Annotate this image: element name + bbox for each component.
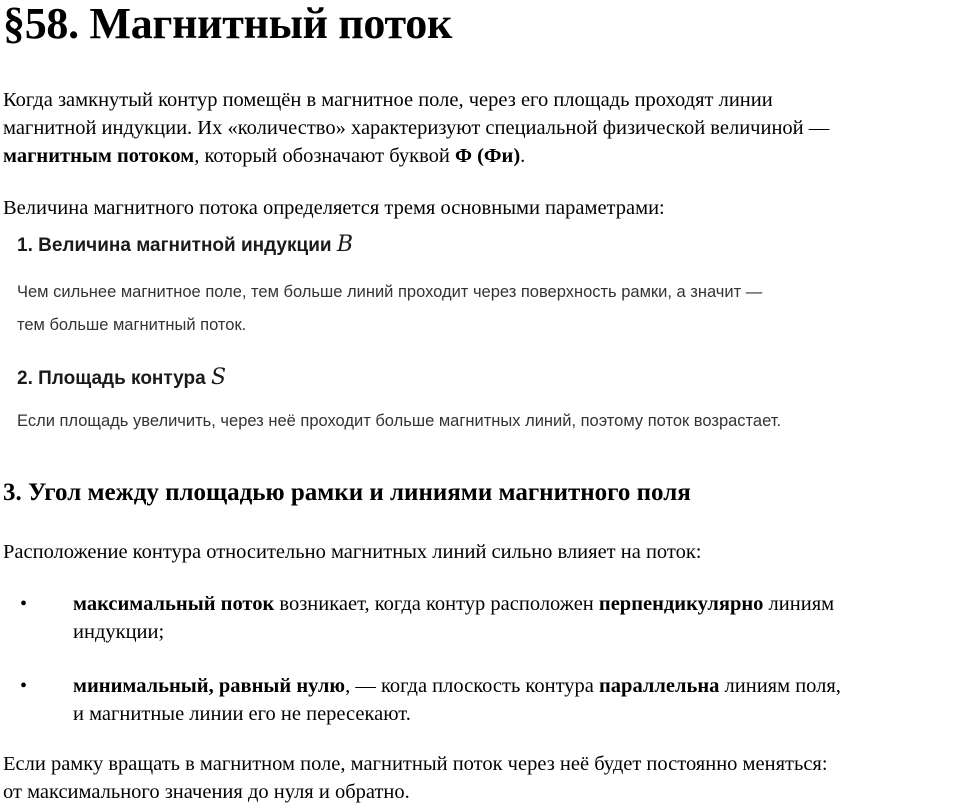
term-perpendicular: перпендикулярно: [598, 593, 764, 615]
param-b-text: [17, 276, 762, 342]
param-s-heading-text: 2. Площадь контура: [17, 368, 206, 389]
rotation-line-2: от максимального значения до нуля и обратно.: [3, 781, 410, 803]
bullet-icon: •: [20, 675, 28, 697]
bullet-icon: •: [20, 593, 28, 615]
flux-symbol: Φ (Фи): [454, 145, 521, 167]
intro-paragraph: [3, 86, 965, 170]
term-min-flux: минимальный, равный нулю: [73, 675, 346, 697]
param-s-heading: [17, 364, 226, 393]
intro-line-3: [3, 142, 965, 170]
page-title: §58. Магнитный поток: [3, 0, 453, 48]
rotation-line-1: Если рамку вращать в магнитном поле, магнитный поток через неё будет постоянно меняться:: [3, 753, 828, 775]
param-s-symbol: S: [210, 365, 227, 390]
flux-bullet-list: [0, 590, 968, 728]
bullet-1-line-2: индукции;: [73, 621, 165, 643]
bullet-2-line-1: [73, 672, 968, 700]
term-max-flux: максимальный поток: [73, 593, 275, 615]
intro-line-3-end: .: [520, 145, 526, 167]
param-s-text: Если площадь увеличить, через неё проходит больше магнитных линий, поэтому поток возрастает.: [17, 412, 782, 430]
angle-intro: Расположение контура относительно магнитных линий сильно влияет на поток:: [3, 541, 702, 563]
bullet-2-mid: , — когда плоскость контура: [345, 675, 599, 697]
list-item: [0, 590, 968, 646]
bullet-1-end: линиям: [763, 593, 835, 615]
param-b-heading: [17, 231, 353, 260]
term-magnetic-flux: магнитным потоком: [3, 145, 195, 167]
param-b-text-line-2: тем больше магнитный поток.: [17, 316, 247, 334]
intro-line-1: Когда замкнутый контур помещён в магнитное поле, через его площадь проходят линии: [3, 89, 773, 111]
rotation-paragraph: [3, 750, 965, 806]
param-b-text-line-1: Чем сильнее магнитное поле, тем больше линий проходит через поверхность рамки, а значит —: [17, 283, 763, 301]
intro-line-2: магнитной индукции. Их «количество» характеризуют специальной физической величиной —: [3, 117, 830, 139]
intro-line-3-text: , который обозначают буквой: [194, 145, 455, 167]
bullet-2-line-2: и магнитные линии его не пересекают.: [73, 703, 411, 725]
list-item: [0, 672, 968, 728]
bullet-1-mid: возникает, когда контур расположен: [274, 593, 599, 615]
param-b-symbol: B: [336, 232, 354, 257]
bullet-2-end: линиям поля,: [719, 675, 841, 697]
term-parallel: параллельна: [599, 675, 720, 697]
angle-heading: 3. Угол между площадью рамки и линиями магнитного поля: [3, 479, 691, 506]
bullet-1-line-1: [73, 590, 968, 618]
params-intro: Величина магнитного потока определяется тремя основными параметрами:: [3, 197, 665, 219]
param-b-heading-text: 1. Величина магнитной индукции: [17, 235, 332, 256]
